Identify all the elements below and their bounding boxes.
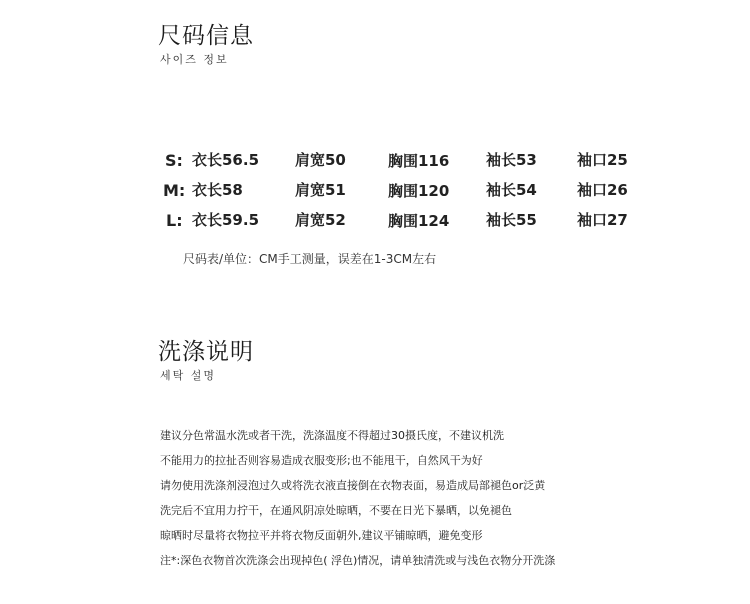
shoulder-width-value: 肩宽52: [295, 211, 346, 229]
care-instruction-line: 请勿使用洗涤剂浸泡过久或将洗衣液直接倒在衣物表面，易造成局部褪色or泛黄: [160, 479, 546, 492]
care-instruction-line: 晾晒时尽量将衣物拉平并将衣物反面朝外,建议平铺晾晒，避免变形: [160, 529, 483, 542]
size-label: L:: [166, 211, 183, 230]
chest-value: 胸围124: [388, 212, 450, 230]
chest-value: 胸围116: [388, 152, 450, 170]
care-instruction-line: 洗完后不宜用力拧干，在通风阴凉处晾晒，不要在日光下暴晒，以免褪色: [160, 504, 512, 517]
wash-instructions-subtitle: 세탁 설명: [160, 369, 217, 382]
shoulder-width-value: 肩宽51: [295, 181, 346, 199]
shoulder-width-value: 肩宽50: [295, 151, 346, 169]
sleeve-length-value: 袖长54: [486, 181, 537, 199]
cuff-value: 袖口27: [577, 211, 628, 229]
size-info-title: 尺码信息: [158, 23, 254, 49]
garment-length-value: 衣长59.5: [192, 211, 260, 229]
sleeve-length-value: 袖长53: [486, 151, 537, 169]
garment-length-value: 衣长56.5: [192, 151, 260, 169]
cuff-value: 袖口26: [577, 181, 628, 199]
garment-length-value: 衣长58: [192, 181, 243, 199]
cuff-value: 袖口25: [577, 151, 628, 169]
size-info-subtitle: 사이즈 정보: [160, 53, 229, 66]
care-instruction-line: 注*:深色衣物首次洗涤会出现掉色( 浮色)情况，请单独清洗或与浅色衣物分开洗涤: [160, 554, 556, 567]
sleeve-length-value: 袖长55: [486, 211, 537, 229]
care-instruction-line: 不能用力的拉扯否则容易造成衣服变形;也不能甩干，自然风干为好: [160, 454, 483, 467]
chest-value: 胸围120: [388, 182, 450, 200]
size-label: M:: [163, 181, 186, 200]
size-label: S:: [165, 151, 183, 170]
care-instruction-line: 建议分色常温水洗或者干洗，洗涤温度不得超过30摄氏度，不建议机洗: [160, 429, 504, 442]
wash-instructions-title: 洗涤说明: [158, 339, 254, 365]
size-measurement-note: 尺码表/单位：CM手工测量，误差在1-3CM左右: [183, 252, 437, 266]
